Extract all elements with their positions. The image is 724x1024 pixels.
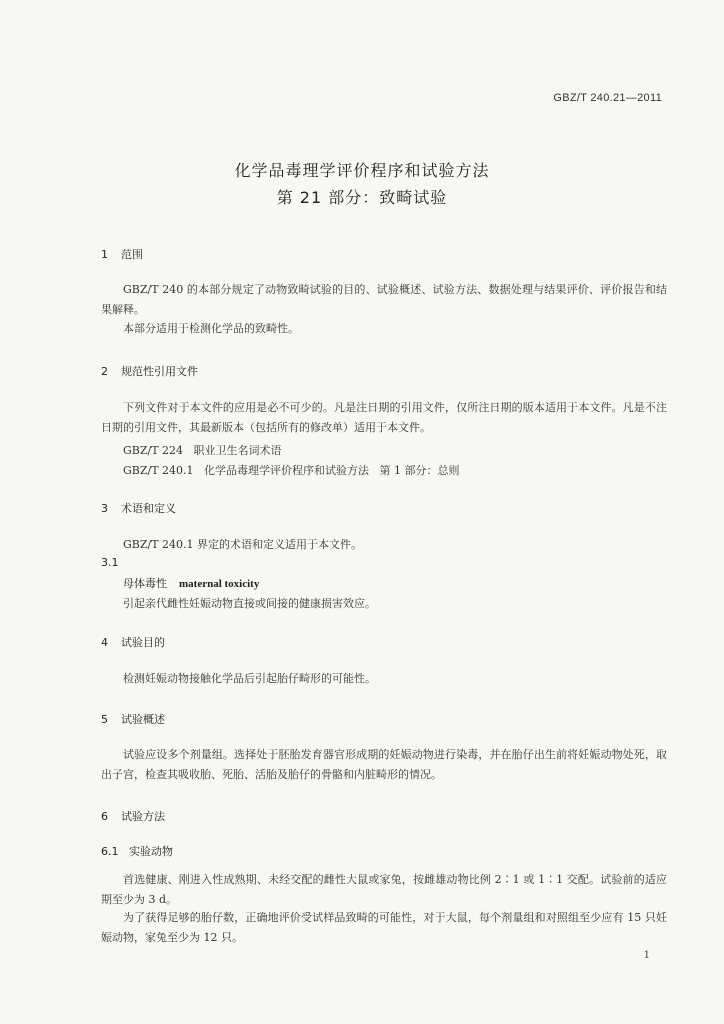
paragraph-terms: GBZ/T 240.1 界定的术语和定义适用于本文件。: [123, 538, 363, 551]
reference-item: GBZ/T 240.1 化学品毒理学评价程序和试验方法 第 1 部分：总则: [123, 464, 460, 477]
section-title: 范围: [121, 248, 143, 261]
section-title: 术语和定义: [121, 502, 176, 515]
term-entry: [123, 575, 259, 591]
term-definition: 引起亲代雌性妊娠动物直接或间接的健康损害效应。: [123, 597, 376, 610]
section-heading-4: [101, 634, 165, 650]
title-line-2: 第 21 部分：致畸试验: [276, 188, 448, 207]
term-chinese: 母体毒性: [123, 577, 167, 590]
section-title: 试验目的: [121, 636, 165, 649]
paragraph-animal-count: 为了获得足够的胎仔数，正确地评价受试样品致畸的可能性，对于大鼠，每个剂量组和对照组至少应有 15 只妊娠动物，家兔至少为 12 只。: [101, 911, 667, 944]
section-heading-1: [101, 246, 143, 262]
subsection-heading-6-1: [101, 843, 173, 859]
paragraph-normative-refs: 下列文件对于本文件的应用是必不可少的。凡是注日期的引用文件，仅所注日期的版本适用于本文件。凡是不注日期的引用文件，其最新版本（包括所有的修改单）适用于本文件。: [101, 401, 667, 434]
section-number: 5: [101, 713, 108, 726]
paragraph-animals: 首选健康、刚进入性成熟期、未经交配的雌性大鼠或家兔，按雌雄动物比例 2∶1 或 1∶1 交配。试验前的适应期至少为 3 d。: [101, 873, 667, 906]
subsection-title: 实验动物: [129, 845, 173, 858]
subclause-number: 3.1: [101, 556, 119, 569]
section-number: 6: [101, 810, 108, 823]
section-title: 规范性引用文件: [121, 365, 198, 378]
standard-code: GBZ/T 240.21—2011: [553, 92, 662, 104]
paragraph-purpose: 检测妊娠动物接触化学品后引起胎仔畸形的可能性。: [123, 672, 376, 685]
section-heading-2: [101, 363, 198, 379]
section-heading-6: [101, 808, 165, 824]
title-line-1: 化学品毒理学评价程序和试验方法: [234, 161, 490, 180]
paragraph-scope-applicability: 本部分适用于检测化学品的致畸性。: [123, 322, 299, 335]
section-number: 4: [101, 636, 108, 649]
section-heading-5: [101, 711, 165, 727]
section-title: 试验方法: [121, 810, 165, 823]
section-number: 2: [101, 365, 108, 378]
section-number: 1: [101, 248, 108, 261]
section-heading-3: [101, 500, 176, 516]
section-number: 3: [101, 502, 108, 515]
reference-item: GBZ/T 224 职业卫生名词术语: [123, 444, 282, 457]
paragraph-scope: GBZ/T 240 的本部分规定了动物致畸试验的目的、试验概述、试验方法、数据处理与结果评价、评价报告和结果解释。: [101, 283, 667, 316]
paragraph-overview: 试验应设多个剂量组。选择处于胚胎发育器官形成期的妊娠动物进行染毒，并在胎仔出生前将妊娠动物处死，取出子宫，检查其吸收胎、死胎、活胎及胎仔的骨骼和内脏畸形的情况。: [101, 748, 667, 781]
page-number: 1: [643, 950, 650, 961]
section-title: 试验概述: [121, 713, 165, 726]
term-english: maternal toxicity: [179, 578, 260, 590]
subsection-number: 6.1: [101, 845, 119, 858]
